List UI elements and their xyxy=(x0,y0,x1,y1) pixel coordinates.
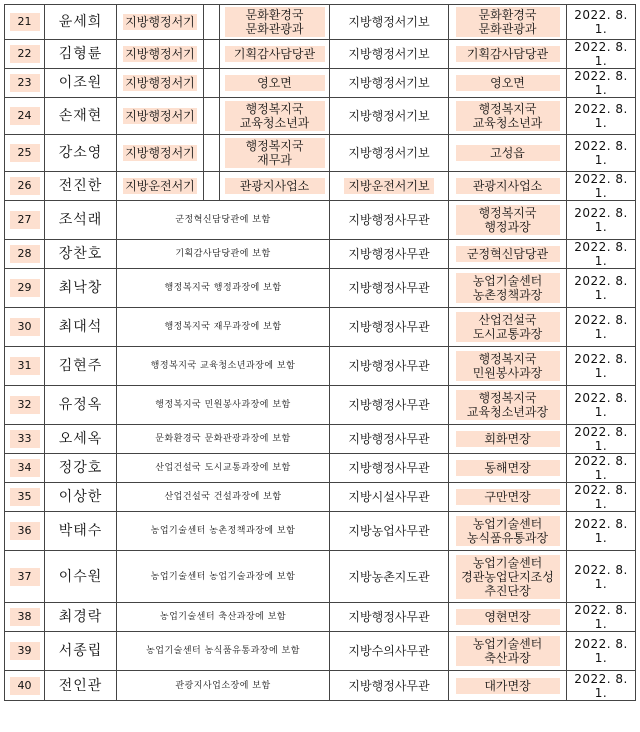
row-number-text: 37 xyxy=(10,568,40,586)
person-name-text: 조석래 xyxy=(58,212,103,228)
row-number xyxy=(5,425,45,454)
person-name xyxy=(45,512,117,551)
effective-date-text: 2022. 8. 1. xyxy=(574,352,628,380)
person-name-text: 이상한 xyxy=(58,489,103,505)
row-number-text: 32 xyxy=(10,396,40,414)
current-rank-text: 지방행정서기 xyxy=(125,15,195,29)
new-rank xyxy=(330,308,449,347)
table-row xyxy=(5,172,636,201)
assignment-note-text: 농업기술센터 축산과장에 보함 xyxy=(159,612,287,622)
effective-date xyxy=(567,69,636,98)
assignment-note xyxy=(117,386,330,425)
effective-date xyxy=(567,512,636,551)
effective-date xyxy=(567,5,636,40)
effective-date xyxy=(567,483,636,512)
person-name-text: 최낙창 xyxy=(58,280,103,296)
row-number-text: 39 xyxy=(10,642,40,660)
row-number-text: 22 xyxy=(10,45,40,63)
new-post-text: 군정혁신담당관 xyxy=(456,246,560,262)
new-rank xyxy=(330,603,449,632)
new-rank-text: 지방수의사무관 xyxy=(348,644,430,658)
table-row xyxy=(5,347,636,386)
new-rank-text: 지방행정사무관 xyxy=(348,678,430,693)
effective-date xyxy=(567,98,636,135)
new-rank xyxy=(330,269,449,308)
row-number xyxy=(5,483,45,512)
person-name xyxy=(45,454,117,483)
effective-date xyxy=(567,40,636,69)
table-row xyxy=(5,269,636,308)
row-number xyxy=(5,454,45,483)
row-number-text: 29 xyxy=(10,279,40,297)
new-post xyxy=(449,269,567,308)
new-rank xyxy=(330,135,449,172)
effective-date-text: 2022. 8. 1. xyxy=(574,517,628,545)
person-name-text: 유정옥 xyxy=(58,397,103,413)
assignment-note-text: 행정복지국 교육청소년과장에 보함 xyxy=(150,361,296,371)
current-rank xyxy=(117,172,204,201)
new-post-text: 농업기술센터 경관농업단지조성 추진단장 xyxy=(456,555,560,599)
person-name xyxy=(45,69,117,98)
new-rank xyxy=(330,425,449,454)
effective-date-text: 2022. 8. 1. xyxy=(574,139,628,167)
new-post xyxy=(449,632,567,671)
row-number-text: 36 xyxy=(10,522,40,540)
new-rank-text: 지방행정사무관 xyxy=(348,432,430,446)
effective-date-text: 2022. 8. 1. xyxy=(574,637,628,665)
new-rank xyxy=(330,240,449,269)
assignment-note xyxy=(117,632,330,671)
person-name-text: 최경락 xyxy=(58,609,103,625)
row-number-text: 23 xyxy=(10,74,40,92)
new-rank-text: 지방행정사무관 xyxy=(348,320,430,334)
new-post xyxy=(449,512,567,551)
row-number-text: 40 xyxy=(10,677,40,695)
person-name-text: 김현주 xyxy=(58,358,103,374)
row-number-text: 33 xyxy=(10,430,40,448)
person-name xyxy=(45,551,117,603)
person-name xyxy=(45,483,117,512)
effective-date xyxy=(567,172,636,201)
new-post-text: 행정복지국 민원봉사과장 xyxy=(456,351,560,381)
new-post xyxy=(449,308,567,347)
new-post-text: 농업기술센터 농촌정책과장 xyxy=(456,273,560,303)
new-post xyxy=(449,172,567,201)
person-name-text: 전진한 xyxy=(58,178,103,194)
person-name xyxy=(45,347,117,386)
new-rank xyxy=(330,172,449,201)
new-rank xyxy=(330,5,449,40)
person-name-text: 이수원 xyxy=(58,568,103,585)
assignment-note-text: 행정복지국 민원봉사과장에 보함 xyxy=(155,400,291,410)
assignment-note xyxy=(117,671,330,701)
new-rank-text: 지방시설사무관 xyxy=(348,490,430,504)
new-post-text: 행정복지국 행정과장 xyxy=(456,205,560,235)
current-rank xyxy=(117,40,204,69)
person-name xyxy=(45,240,117,269)
effective-date xyxy=(567,386,636,425)
current-post-text: 행정복지국 교육청소년과 xyxy=(225,101,325,131)
table-row xyxy=(5,308,636,347)
effective-date-text: 2022. 8. 1. xyxy=(574,313,628,341)
person-name-text: 장찬호 xyxy=(58,246,103,262)
table-row xyxy=(5,512,636,551)
new-rank xyxy=(330,201,449,240)
current-rank xyxy=(117,5,204,40)
table-row xyxy=(5,5,636,40)
new-post xyxy=(449,201,567,240)
row-number xyxy=(5,386,45,425)
person-name xyxy=(45,671,117,701)
assignment-note xyxy=(117,201,330,240)
new-post xyxy=(449,454,567,483)
row-number-text: 28 xyxy=(10,245,40,263)
person-name xyxy=(45,98,117,135)
assignment-note xyxy=(117,551,330,603)
new-rank-text: 지방행정사무관 xyxy=(348,610,430,624)
row-number xyxy=(5,347,45,386)
new-rank-text: 지방행정서기보 xyxy=(348,76,430,90)
row-number-text: 34 xyxy=(10,459,40,477)
new-rank xyxy=(330,671,449,701)
effective-date-text: 2022. 8. 1. xyxy=(574,483,628,511)
new-rank-text: 지방농업사무관 xyxy=(348,524,430,538)
row-number xyxy=(5,240,45,269)
new-post-text: 고성읍 xyxy=(456,145,560,161)
table-row xyxy=(5,240,636,269)
effective-date-text: 2022. 8. 1. xyxy=(574,391,628,419)
effective-date xyxy=(567,425,636,454)
row-number-text: 31 xyxy=(10,357,40,375)
spacer-cell xyxy=(204,5,220,40)
current-post xyxy=(220,69,330,98)
table-body xyxy=(5,5,636,701)
new-post-text: 관광지사업소 xyxy=(456,178,560,194)
assignment-note xyxy=(117,512,330,551)
assignment-note-text: 산업건설국 건설과장에 보함 xyxy=(164,492,282,502)
row-number xyxy=(5,603,45,632)
row-number xyxy=(5,172,45,201)
person-name-text: 최대석 xyxy=(58,319,103,335)
row-number xyxy=(5,632,45,671)
row-number xyxy=(5,5,45,40)
row-number xyxy=(5,98,45,135)
row-number xyxy=(5,269,45,308)
row-number xyxy=(5,40,45,69)
current-post-text: 문화환경국 문화관광과 xyxy=(225,7,325,37)
new-rank xyxy=(330,69,449,98)
row-number-text: 25 xyxy=(10,144,40,162)
row-number xyxy=(5,201,45,240)
new-rank xyxy=(330,512,449,551)
person-name-text: 전인관 xyxy=(58,677,103,694)
new-rank-text: 지방행정사무관 xyxy=(348,461,430,475)
new-rank-text: 지방행정사무관 xyxy=(348,213,430,227)
assignment-note xyxy=(117,269,330,308)
new-post xyxy=(449,483,567,512)
effective-date-text: 2022. 8. 1. xyxy=(574,206,628,234)
assignment-note-text: 행정복지국 재무과장에 보함 xyxy=(164,322,282,332)
person-name-text: 김형륜 xyxy=(58,46,103,62)
table-row xyxy=(5,98,636,135)
table-row xyxy=(5,483,636,512)
new-rank xyxy=(330,347,449,386)
new-post-text: 영오면 xyxy=(456,75,560,91)
new-rank-text: 지방행정서기보 xyxy=(348,109,430,123)
person-name-text: 손재현 xyxy=(58,108,103,124)
new-rank xyxy=(330,483,449,512)
effective-date xyxy=(567,603,636,632)
person-name-text: 정강호 xyxy=(58,460,103,476)
assignment-note-text: 기획감사담당관에 보함 xyxy=(175,249,271,259)
row-number xyxy=(5,671,45,701)
current-post-text: 기획감사담당관 xyxy=(225,46,325,62)
table-row xyxy=(5,603,636,632)
new-post xyxy=(449,671,567,701)
new-post-text: 영현면장 xyxy=(456,609,560,625)
current-rank xyxy=(117,135,204,172)
effective-date xyxy=(567,269,636,308)
new-rank xyxy=(330,632,449,671)
current-post xyxy=(220,135,330,172)
assignment-note-text: 농업기술센터 농촌정책과장에 보함 xyxy=(150,526,296,536)
person-name-text: 윤세희 xyxy=(58,14,103,30)
appointment-table-container xyxy=(4,4,636,701)
current-post xyxy=(220,40,330,69)
person-name-text: 오세옥 xyxy=(58,431,103,447)
assignment-note xyxy=(117,483,330,512)
effective-date xyxy=(567,308,636,347)
new-post xyxy=(449,347,567,386)
row-number-text: 38 xyxy=(10,608,40,626)
person-name xyxy=(45,201,117,240)
effective-date-text: 2022. 8. 1. xyxy=(574,454,628,482)
table-row xyxy=(5,671,636,701)
new-post xyxy=(449,603,567,632)
new-post-text: 동해면장 xyxy=(456,460,560,476)
new-rank-text: 지방행정사무관 xyxy=(348,247,430,261)
current-post xyxy=(220,172,330,201)
current-post-text: 행정복지국 재무과 xyxy=(225,138,325,168)
effective-date xyxy=(567,671,636,701)
appointment-table xyxy=(4,4,636,701)
row-number xyxy=(5,551,45,603)
current-post xyxy=(220,98,330,135)
table-row xyxy=(5,201,636,240)
current-rank-text: 지방행정서기 xyxy=(125,47,195,61)
row-number xyxy=(5,512,45,551)
new-rank xyxy=(330,40,449,69)
new-rank-text: 지방행정사무관 xyxy=(348,281,430,295)
new-rank-text: 지방행정사무관 xyxy=(348,398,430,412)
new-post-text: 농업기술센터 축산과장 xyxy=(456,636,560,666)
row-number xyxy=(5,135,45,172)
current-rank-text: 지방운전서기 xyxy=(125,179,195,193)
new-rank xyxy=(330,98,449,135)
spacer-cell xyxy=(204,172,220,201)
row-number-text: 24 xyxy=(10,107,40,125)
current-post xyxy=(220,5,330,40)
new-post xyxy=(449,551,567,603)
person-name-text: 서종립 xyxy=(58,643,103,659)
effective-date-text: 2022. 8. 1. xyxy=(574,102,628,130)
person-name xyxy=(45,172,117,201)
current-rank-text: 지방행정서기 xyxy=(125,76,195,90)
new-rank-text: 지방행정서기보 xyxy=(348,146,430,160)
spacer-cell xyxy=(204,98,220,135)
new-post-text: 회화면장 xyxy=(456,431,560,447)
effective-date xyxy=(567,135,636,172)
effective-date xyxy=(567,240,636,269)
new-post xyxy=(449,5,567,40)
current-rank xyxy=(117,98,204,135)
assignment-note xyxy=(117,603,330,632)
effective-date-text: 2022. 8. 1. xyxy=(574,603,628,631)
assignment-note-text: 농업기술센터 농업기술과장에 보함 xyxy=(150,571,296,582)
new-rank xyxy=(330,551,449,603)
assignment-note xyxy=(117,240,330,269)
new-rank-text: 지방운전서기보 xyxy=(344,178,433,194)
new-post-text: 행정복지국 교육청소년과장 xyxy=(456,390,560,420)
current-rank-text: 지방행정서기 xyxy=(125,146,195,160)
assignment-note-text: 산업건설국 도시교통과장에 보함 xyxy=(155,463,291,473)
effective-date xyxy=(567,454,636,483)
assignment-note-text: 군정혁신담당관에 보함 xyxy=(175,215,271,225)
new-rank xyxy=(330,454,449,483)
assignment-note xyxy=(117,454,330,483)
effective-date-text: 2022. 8. 1. xyxy=(574,240,628,268)
table-row xyxy=(5,454,636,483)
new-rank-text: 지방행정서기보 xyxy=(348,47,430,61)
assignment-note xyxy=(117,425,330,454)
new-post xyxy=(449,69,567,98)
table-row xyxy=(5,632,636,671)
person-name xyxy=(45,308,117,347)
effective-date-text: 2022. 8. 1. xyxy=(574,40,628,68)
effective-date-text: 2022. 8. 1. xyxy=(574,425,628,453)
effective-date-text: 2022. 8. 1. xyxy=(574,562,628,591)
spacer-cell xyxy=(204,69,220,98)
new-post-text: 대가면장 xyxy=(456,678,560,694)
assignment-note-text: 관광지사업소장에 보함 xyxy=(175,680,271,691)
assignment-note-text: 농업기술센터 농식품유통과장에 보함 xyxy=(146,646,300,656)
person-name xyxy=(45,40,117,69)
table-row xyxy=(5,425,636,454)
assignment-note-text: 문화환경국 문화관광과장에 보함 xyxy=(155,434,291,444)
row-number-text: 35 xyxy=(10,488,40,506)
table-row xyxy=(5,551,636,603)
effective-date-text: 2022. 8. 1. xyxy=(574,671,628,700)
effective-date xyxy=(567,551,636,603)
table-row xyxy=(5,69,636,98)
effective-date xyxy=(567,632,636,671)
row-number-text: 30 xyxy=(10,318,40,336)
new-post-text: 행정복지국 교육청소년과 xyxy=(456,101,560,131)
new-post-text: 구만면장 xyxy=(456,489,560,505)
current-rank xyxy=(117,69,204,98)
current-post-text: 관광지사업소 xyxy=(225,178,325,194)
person-name xyxy=(45,135,117,172)
table-row xyxy=(5,135,636,172)
row-number-text: 26 xyxy=(10,177,40,195)
spacer-cell xyxy=(204,135,220,172)
effective-date-text: 2022. 8. 1. xyxy=(574,274,628,302)
row-number xyxy=(5,69,45,98)
effective-date xyxy=(567,201,636,240)
new-post xyxy=(449,240,567,269)
person-name xyxy=(45,603,117,632)
new-rank-text: 지방행정서기보 xyxy=(348,15,430,29)
effective-date-text: 2022. 8. 1. xyxy=(574,69,628,97)
new-post-text: 산업건설국 도시교통과장 xyxy=(456,312,560,342)
row-number-text: 27 xyxy=(10,211,40,229)
person-name-text: 이조원 xyxy=(58,75,103,91)
effective-date-text: 2022. 8. 1. xyxy=(574,172,628,200)
row-number-text: 21 xyxy=(10,13,40,31)
new-post xyxy=(449,425,567,454)
new-post-text: 기획감사담당관 xyxy=(456,46,560,62)
person-name xyxy=(45,632,117,671)
person-name xyxy=(45,386,117,425)
person-name-text: 강소영 xyxy=(58,145,103,161)
table-row xyxy=(5,386,636,425)
new-rank-text: 지방농촌지도관 xyxy=(348,569,430,584)
assignment-note-text: 행정복지국 행정과장에 보함 xyxy=(164,283,282,293)
spacer-cell xyxy=(204,40,220,69)
effective-date xyxy=(567,347,636,386)
current-rank-text: 지방행정서기 xyxy=(125,109,195,123)
person-name xyxy=(45,5,117,40)
new-rank-text: 지방행정사무관 xyxy=(348,359,430,373)
new-post xyxy=(449,40,567,69)
person-name-text: 박태수 xyxy=(58,523,103,539)
new-post-text: 문화환경국 문화관광과 xyxy=(456,7,560,37)
new-post xyxy=(449,386,567,425)
current-post-text: 영오면 xyxy=(225,75,325,91)
row-number xyxy=(5,308,45,347)
new-rank xyxy=(330,386,449,425)
assignment-note xyxy=(117,308,330,347)
table-row xyxy=(5,40,636,69)
person-name xyxy=(45,425,117,454)
new-post-text: 농업기술센터 농식품유통과장 xyxy=(456,516,560,546)
effective-date-text: 2022. 8. 1. xyxy=(574,8,628,36)
new-post xyxy=(449,98,567,135)
new-post xyxy=(449,135,567,172)
person-name xyxy=(45,269,117,308)
assignment-note xyxy=(117,347,330,386)
